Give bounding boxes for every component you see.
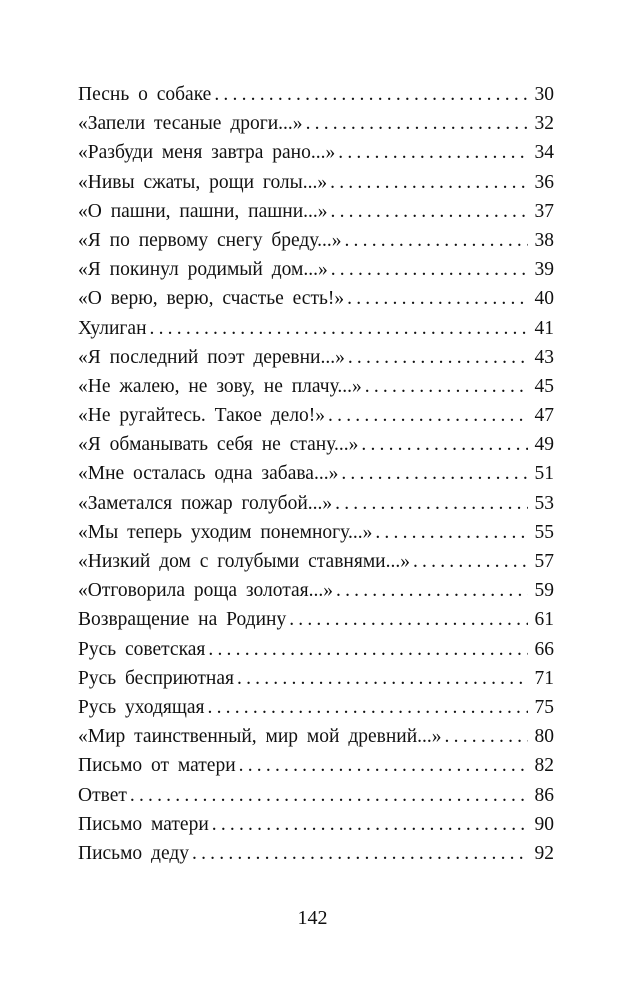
toc-entry [78, 489, 554, 518]
toc-dot-leader [289, 605, 528, 634]
toc-entry-page: 86 [534, 784, 554, 806]
toc-entry-title: «Разбуди меня завтра рано...» [78, 142, 336, 164]
toc-entry-title: Русь бесприютная [78, 667, 234, 689]
toc-dot-leader [365, 372, 528, 401]
toc-entry [78, 547, 554, 576]
toc-entry-title: Русь советская [78, 638, 206, 660]
toc-entry [78, 138, 554, 167]
toc-entry-title: «Заметался пожар голубой...» [78, 492, 333, 514]
toc-dot-leader [347, 284, 528, 313]
toc-entry-title: Письмо деду [78, 842, 190, 864]
toc-entry-page: 51 [534, 463, 554, 485]
toc-dot-leader [375, 518, 528, 547]
toc-entry [78, 226, 554, 255]
toc-entry-title: Письмо от матери [78, 755, 236, 777]
toc-dot-leader [331, 197, 528, 226]
toc-dot-leader [330, 168, 528, 197]
toc-dot-leader [237, 664, 528, 693]
toc-entry-page: 39 [534, 259, 554, 281]
toc-entry-title: Ответ [78, 784, 127, 806]
toc-entry-title: Письмо матери [78, 813, 209, 835]
toc-entry-page: 45 [534, 375, 554, 397]
toc-entry [78, 343, 554, 372]
toc-entry-page: 40 [534, 288, 554, 310]
toc-entry-page: 57 [534, 551, 554, 572]
toc-entry [78, 314, 554, 343]
toc-entry [78, 430, 554, 459]
toc-entry-page: 55 [534, 521, 554, 543]
toc-entry [78, 810, 554, 839]
toc-entry-page: 92 [534, 842, 554, 864]
toc-entry-page: 90 [534, 813, 554, 835]
toc-dot-leader [306, 109, 528, 138]
toc-entry-title: «Я последний поэт деревни...» [78, 346, 345, 368]
toc-entry-title: «Я обманывать себя не стану...» [78, 434, 359, 456]
toc-entry-page: 36 [534, 171, 554, 193]
toc-entry-title: «Мы теперь уходим понемногу...» [78, 521, 373, 543]
toc-entry-page: 47 [534, 405, 554, 427]
toc-entry-title: «Я по первому снегу бреду...» [78, 229, 342, 251]
toc-entry-title: Русь уходящая [78, 696, 205, 718]
toc-dot-leader [445, 722, 528, 751]
toc-entry-page: 75 [534, 696, 554, 718]
toc-entry [78, 255, 554, 284]
toc-entry-page: 41 [534, 317, 554, 339]
toc-entry-page: 32 [534, 113, 554, 135]
toc-dot-leader [341, 459, 528, 488]
toc-dot-leader [328, 401, 528, 430]
toc-dot-leader [336, 576, 528, 605]
toc-dot-leader [212, 810, 528, 839]
toc-entry-page: 80 [534, 726, 554, 748]
toc-dot-leader [208, 693, 529, 722]
toc-entry [78, 109, 554, 138]
toc-entry-title: Возвращение на Родину [78, 609, 287, 631]
toc-entry-page: 61 [534, 609, 554, 631]
toc-entry-page: 43 [534, 346, 554, 368]
toc-entry [78, 372, 554, 401]
toc-dot-leader [331, 255, 528, 284]
toc-dot-leader [335, 489, 528, 518]
toc-entry [78, 197, 554, 226]
toc-entry-title: «Не жалею, не зову, не плачу...» [78, 375, 362, 397]
toc-entry [78, 722, 554, 751]
toc-entry-page: 53 [534, 492, 554, 514]
toc-dot-leader [208, 635, 528, 664]
toc-dot-leader [361, 430, 528, 459]
toc-entry-title: Песнь о собаке [78, 84, 212, 105]
toc-entry-title: «Не ругайтесь. Такое дело!» [78, 405, 326, 427]
toc-dot-leader [214, 80, 528, 109]
toc-dot-leader [192, 839, 528, 868]
toc-entry-title: «Я покинул родимый дом...» [78, 259, 328, 281]
toc-entry-page: 49 [534, 434, 554, 456]
toc-entry [78, 605, 554, 634]
toc-entry [78, 781, 554, 810]
toc-entry-title: «Низкий дом с голубыми ставнями...» [78, 551, 410, 572]
toc-entry-page: 82 [534, 755, 554, 777]
toc-entry-page: 37 [534, 200, 554, 222]
toc-entry-page: 30 [534, 84, 554, 105]
toc-entry-title: «Мне осталась одна забава...» [78, 463, 339, 485]
page-number: 142 [297, 907, 328, 929]
toc-entry [78, 751, 554, 780]
toc-entry-title: Хулиган [78, 317, 147, 339]
table-of-contents [78, 80, 554, 868]
toc-dot-leader [344, 226, 528, 255]
toc-entry-title: «Запели тесаные дроги...» [78, 113, 303, 135]
toc-entry [78, 80, 554, 109]
toc-dot-leader [348, 343, 528, 372]
toc-entry [78, 459, 554, 488]
toc-entry-title: «Мир таинственный, мир мой древний...» [78, 726, 442, 748]
toc-entry-page: 59 [534, 580, 554, 602]
toc-entry [78, 839, 554, 868]
toc-entry [78, 693, 554, 722]
toc-entry-page: 66 [534, 638, 554, 660]
toc-dot-leader [239, 751, 528, 780]
toc-entry [78, 168, 554, 197]
toc-entry-page: 38 [534, 229, 554, 251]
toc-dot-leader [150, 314, 528, 343]
toc-dot-leader [338, 138, 528, 167]
toc-entry-title: «О пашни, пашни, пашни...» [78, 200, 328, 222]
toc-entry-title: «Отговорила роща золотая...» [78, 580, 333, 602]
toc-entry [78, 664, 554, 693]
toc-dot-leader [413, 547, 528, 576]
toc-entry [78, 518, 554, 547]
toc-entry [78, 576, 554, 605]
toc-entry [78, 284, 554, 313]
toc-entry-page: 34 [534, 142, 554, 164]
toc-entry-page: 71 [534, 667, 554, 689]
toc-entry-title: «Нивы сжаты, рощи голы...» [78, 171, 328, 193]
toc-entry-title: «О верю, верю, счастье есть!» [78, 288, 345, 310]
toc-entry [78, 401, 554, 430]
toc-dot-leader [130, 781, 528, 810]
toc-entry [78, 635, 554, 664]
